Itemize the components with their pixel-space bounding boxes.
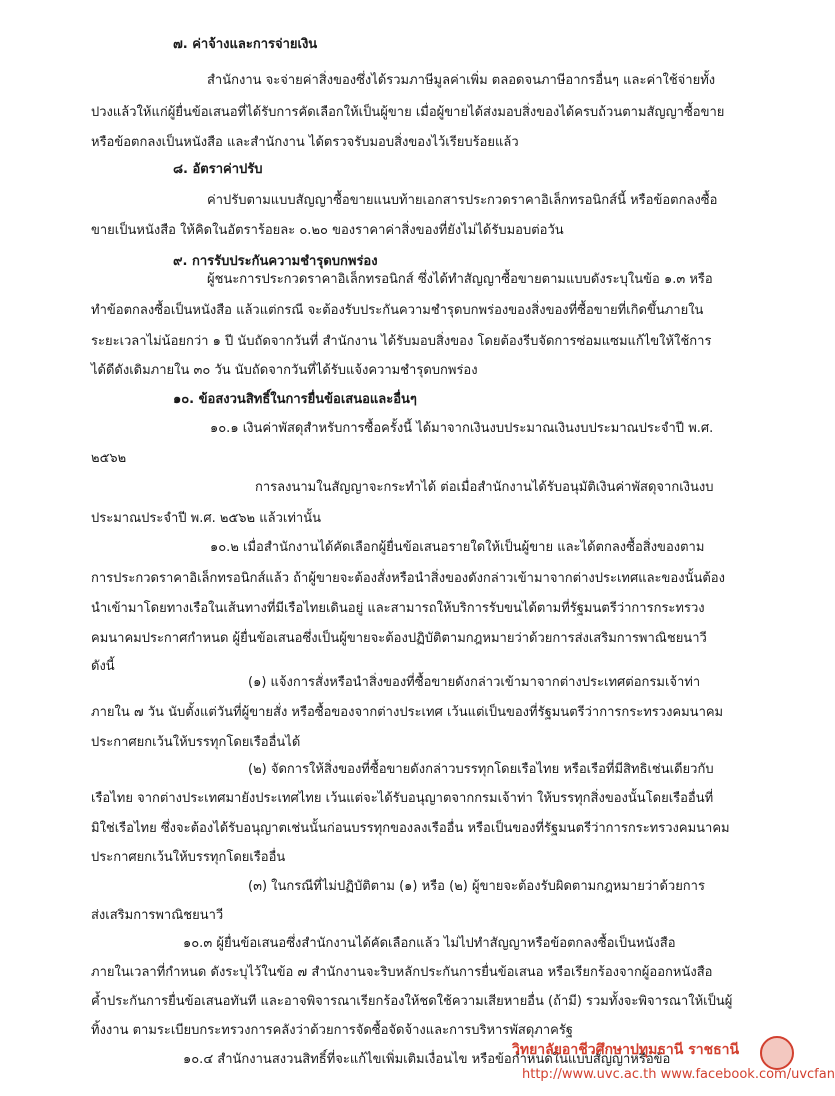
- item-2-line: (๒) จัดการให้สิ่งของที่ซื้อขายดังกล่าวบรรทุกโดยเรือไทย หรือเรือที่มีสิทธิเช่นเดียวกับ: [248, 762, 714, 777]
- section-7-heading: ๗. ค่าจ้างและการจ่ายเงิน: [173, 37, 318, 52]
- clause-10-3-line: ทิ้งงาน ตามระเบียบกระทรวงการคลังว่าด้วยการจัดซื้อจัดจ้างและการบริหารพัสดุภาครัฐ: [91, 1023, 573, 1038]
- clause-10-2-line: ดังนี้: [91, 659, 115, 674]
- section-9-paragraph-line: ระยะเวลาไม่น้อยกว่า ๑ ปี นับถัดจากวันที่ สำนักงาน ได้รับมอบสิ่งของ โดยต้องรีบจัดการซ่อมแซมแก้ไขให้ใช้การ: [91, 334, 712, 349]
- item-1-line: (๑) แจ้งการสั่งหรือนำสิ่งของที่ซื้อขายดังกล่าวเข้ามาจากต่างประเทศต่อกรมเจ้าท่า: [248, 675, 701, 690]
- watermark-links: [522, 1068, 835, 1081]
- clause-10-2-line: ๑๐.๒ เมื่อสำนักงานได้คัดเลือกผู้ยื่นข้อเสนอรายใดให้เป็นผู้ขาย และได้ตกลงซื้อสิ่งของตาม: [210, 540, 705, 555]
- item-1-line: ประกาศยกเว้นให้บรรทุกโดยเรืออื่นได้: [91, 735, 301, 750]
- clause-10-2-line: การประกวดราคาอิเล็กทรอนิกส์แล้ว ถ้าผู้ขายจะต้องสั่งหรือนำสิ่งของดังกล่าวเข้ามาจากต่างประเทศและของนั้นต้อง: [91, 571, 725, 586]
- item-2-line: ประกาศยกเว้นให้บรรทุกโดยเรืออื่น: [91, 850, 286, 865]
- clause-10-3-line: ค้ำประกันการยื่นข้อเสนอทันที และอาจพิจารณาเรียกร้องให้ชดใช้ความเสียหายอื่น (ถ้ามี) รวมทั้งจะพิจารณาให้เป็นผู้: [91, 994, 733, 1009]
- item-3-line: (๓) ในกรณีที่ไม่ปฏิบัติตาม (๑) หรือ (๒) ผู้ขายจะต้องรับผิดตามกฎหมายว่าด้วยการ: [248, 879, 705, 894]
- section-8-paragraph-line: ค่าปรับตามแบบสัญญาซื้อขายแนบท้ายเอกสารประกวดราคาอิเล็กทรอนิกส์นี้ หรือข้อตกลงซื้อ: [207, 193, 718, 208]
- item-3-line: ส่งเสริมการพาณิชยนาวี: [91, 908, 224, 923]
- clause-10-4-line: ๑๐.๔ สำนักงานสงวนสิทธิ์ที่จะแก้ไขเพิ่มเติมเงื่อนไข หรือข้อกำหนดในแบบสัญญาหรือข้อ: [183, 1052, 671, 1067]
- item-2-line: มิใช่เรือไทย ซึ่งจะต้องได้รับอนุญาตเช่นนั้นก่อนบรรทุกของลงเรืออื่น หรือเป็นของที่รัฐมนตรีว่าการกระทรวงคมนาคม: [91, 821, 730, 836]
- item-1-line: ภายใน ๗ วัน นับตั้งแต่วันที่ผู้ขายสั่ง หรือซื้อของจากต่างประเทศ เว้นแต่เป็นของที่รัฐมนตรีว่าการกระทรวงคมนาคม: [91, 705, 724, 720]
- clause-10-3-line: ๑๐.๓ ผู้ยื่นข้อเสนอซึ่งสำนักงานได้คัดเลือกแล้ว ไม่ไปทำสัญญาหรือข้อตกลงซื้อเป็นหนังสือ: [183, 936, 676, 951]
- clause-10-3-line: ภายในเวลาที่กำหนด ดังระบุไว้ในข้อ ๗ สำนักงานจะริบหลักประกันการยื่นข้อเสนอ หรือเรียกร้องจากผู้ออกหนังสือ: [91, 965, 713, 980]
- section-7-paragraph-line: ปวงแล้วให้แก่ผู้ยื่นข้อเสนอที่ได้รับการคัดเลือกให้เป็นผู้ขาย เมื่อผู้ขายได้ส่งมอบสิ่งของได้ครบถ้วนตามสัญญาซื้อขาย: [91, 105, 725, 120]
- section-7-paragraph-line: หรือข้อตกลงเป็นหนังสือ และสำนักงาน ได้ตรวจรับมอบสิ่งของไว้เรียบร้อยแล้ว: [91, 135, 519, 150]
- item-2-line: เรือไทย จากต่างประเทศมายังประเทศไทย เว้นแต่จะได้รับอนุญาตจากกรมเจ้าท่า ให้บรรทุกสิ่งของนั้นโดยเรืออื่นที่: [91, 791, 714, 806]
- watermark-facebook: www.facebook.com/uvcfan: [660, 1067, 835, 1082]
- section-7-paragraph-line: สำนักงาน จะจ่ายค่าสิ่งของซึ่งได้รวมภาษีมูลค่าเพิ่ม ตลอดจนภาษีอากรอื่นๆ และค่าใช้จ่ายทั้ง: [207, 73, 716, 88]
- section-9-heading: ๙. การรับประกันความชำรุดบกพร่อง: [173, 254, 378, 269]
- watermark-title: วิทยาลัยอาชีวศึกษาปทุมธานี ราชธานี: [512, 1042, 740, 1058]
- section-8-paragraph-line: ขายเป็นหนังสือ ให้คิดในอัตราร้อยละ ๐.๒๐ ของราคาค่าสิ่งของที่ยังไม่ได้รับมอบต่อวัน: [91, 223, 564, 238]
- clause-10-1-line: ประมาณประจำปี พ.ศ. ๒๕๖๒ แล้วเท่านั้น: [91, 511, 321, 526]
- section-9-paragraph-line: ผู้ชนะการประกวดราคาอิเล็กทรอนิกส์ ซึ่งได้ทำสัญญาซื้อขายตามแบบดังระบุในข้อ ๑.๓ หรือ: [207, 272, 713, 287]
- watermark-url: http://www.uvc.ac.th: [522, 1067, 657, 1082]
- section-10-heading: ๑๐. ข้อสงวนสิทธิ์ในการยื่นข้อเสนอและอื่นๆ: [173, 392, 417, 407]
- clause-10-2-line: นำเข้ามาโดยทางเรือในเส้นทางที่มีเรือไทยเดินอยู่ และสามารถให้บริการรับขนได้ตามที่รัฐมนตรีว่าการกระทรวง: [91, 601, 705, 616]
- clause-10-1-line: ๒๕๖๒: [91, 451, 127, 466]
- section-8-heading: ๘. อัตราค่าปรับ: [173, 162, 263, 177]
- clause-10-2-line: คมนาคมประกาศกำหนด ผู้ยื่นข้อเสนอซึ่งเป็นผู้ขายจะต้องปฏิบัติตามกฎหมายว่าด้วยการส่งเสริมการพาณิชยนาวี: [91, 631, 707, 646]
- section-9-paragraph-line: ได้ดีดังเดิมภายใน ๓๐ วัน นับถัดจากวันที่ได้รับแจ้งความชำรุดบกพร่อง: [91, 363, 478, 378]
- clause-10-1-line: ๑๐.๑ เงินค่าพัสดุสำหรับการซื้อครั้งนี้ ได้มาจากเงินงบประมาณเงินงบประมาณประจำปี พ.ศ.: [210, 421, 714, 436]
- section-9-paragraph-line: ทำข้อตกลงซื้อเป็นหนังสือ แล้วแต่กรณี จะต้องรับประกันความชำรุดบกพร่องของสิ่งของที่ซื้อขายที่เกิดขึ้นภายใน: [91, 303, 704, 318]
- clause-10-1-line: การลงนามในสัญญาจะกระทำได้ ต่อเมื่อสำนักงานได้รับอนุมัติเงินค่าพัสดุจากเงินงบ: [255, 480, 714, 495]
